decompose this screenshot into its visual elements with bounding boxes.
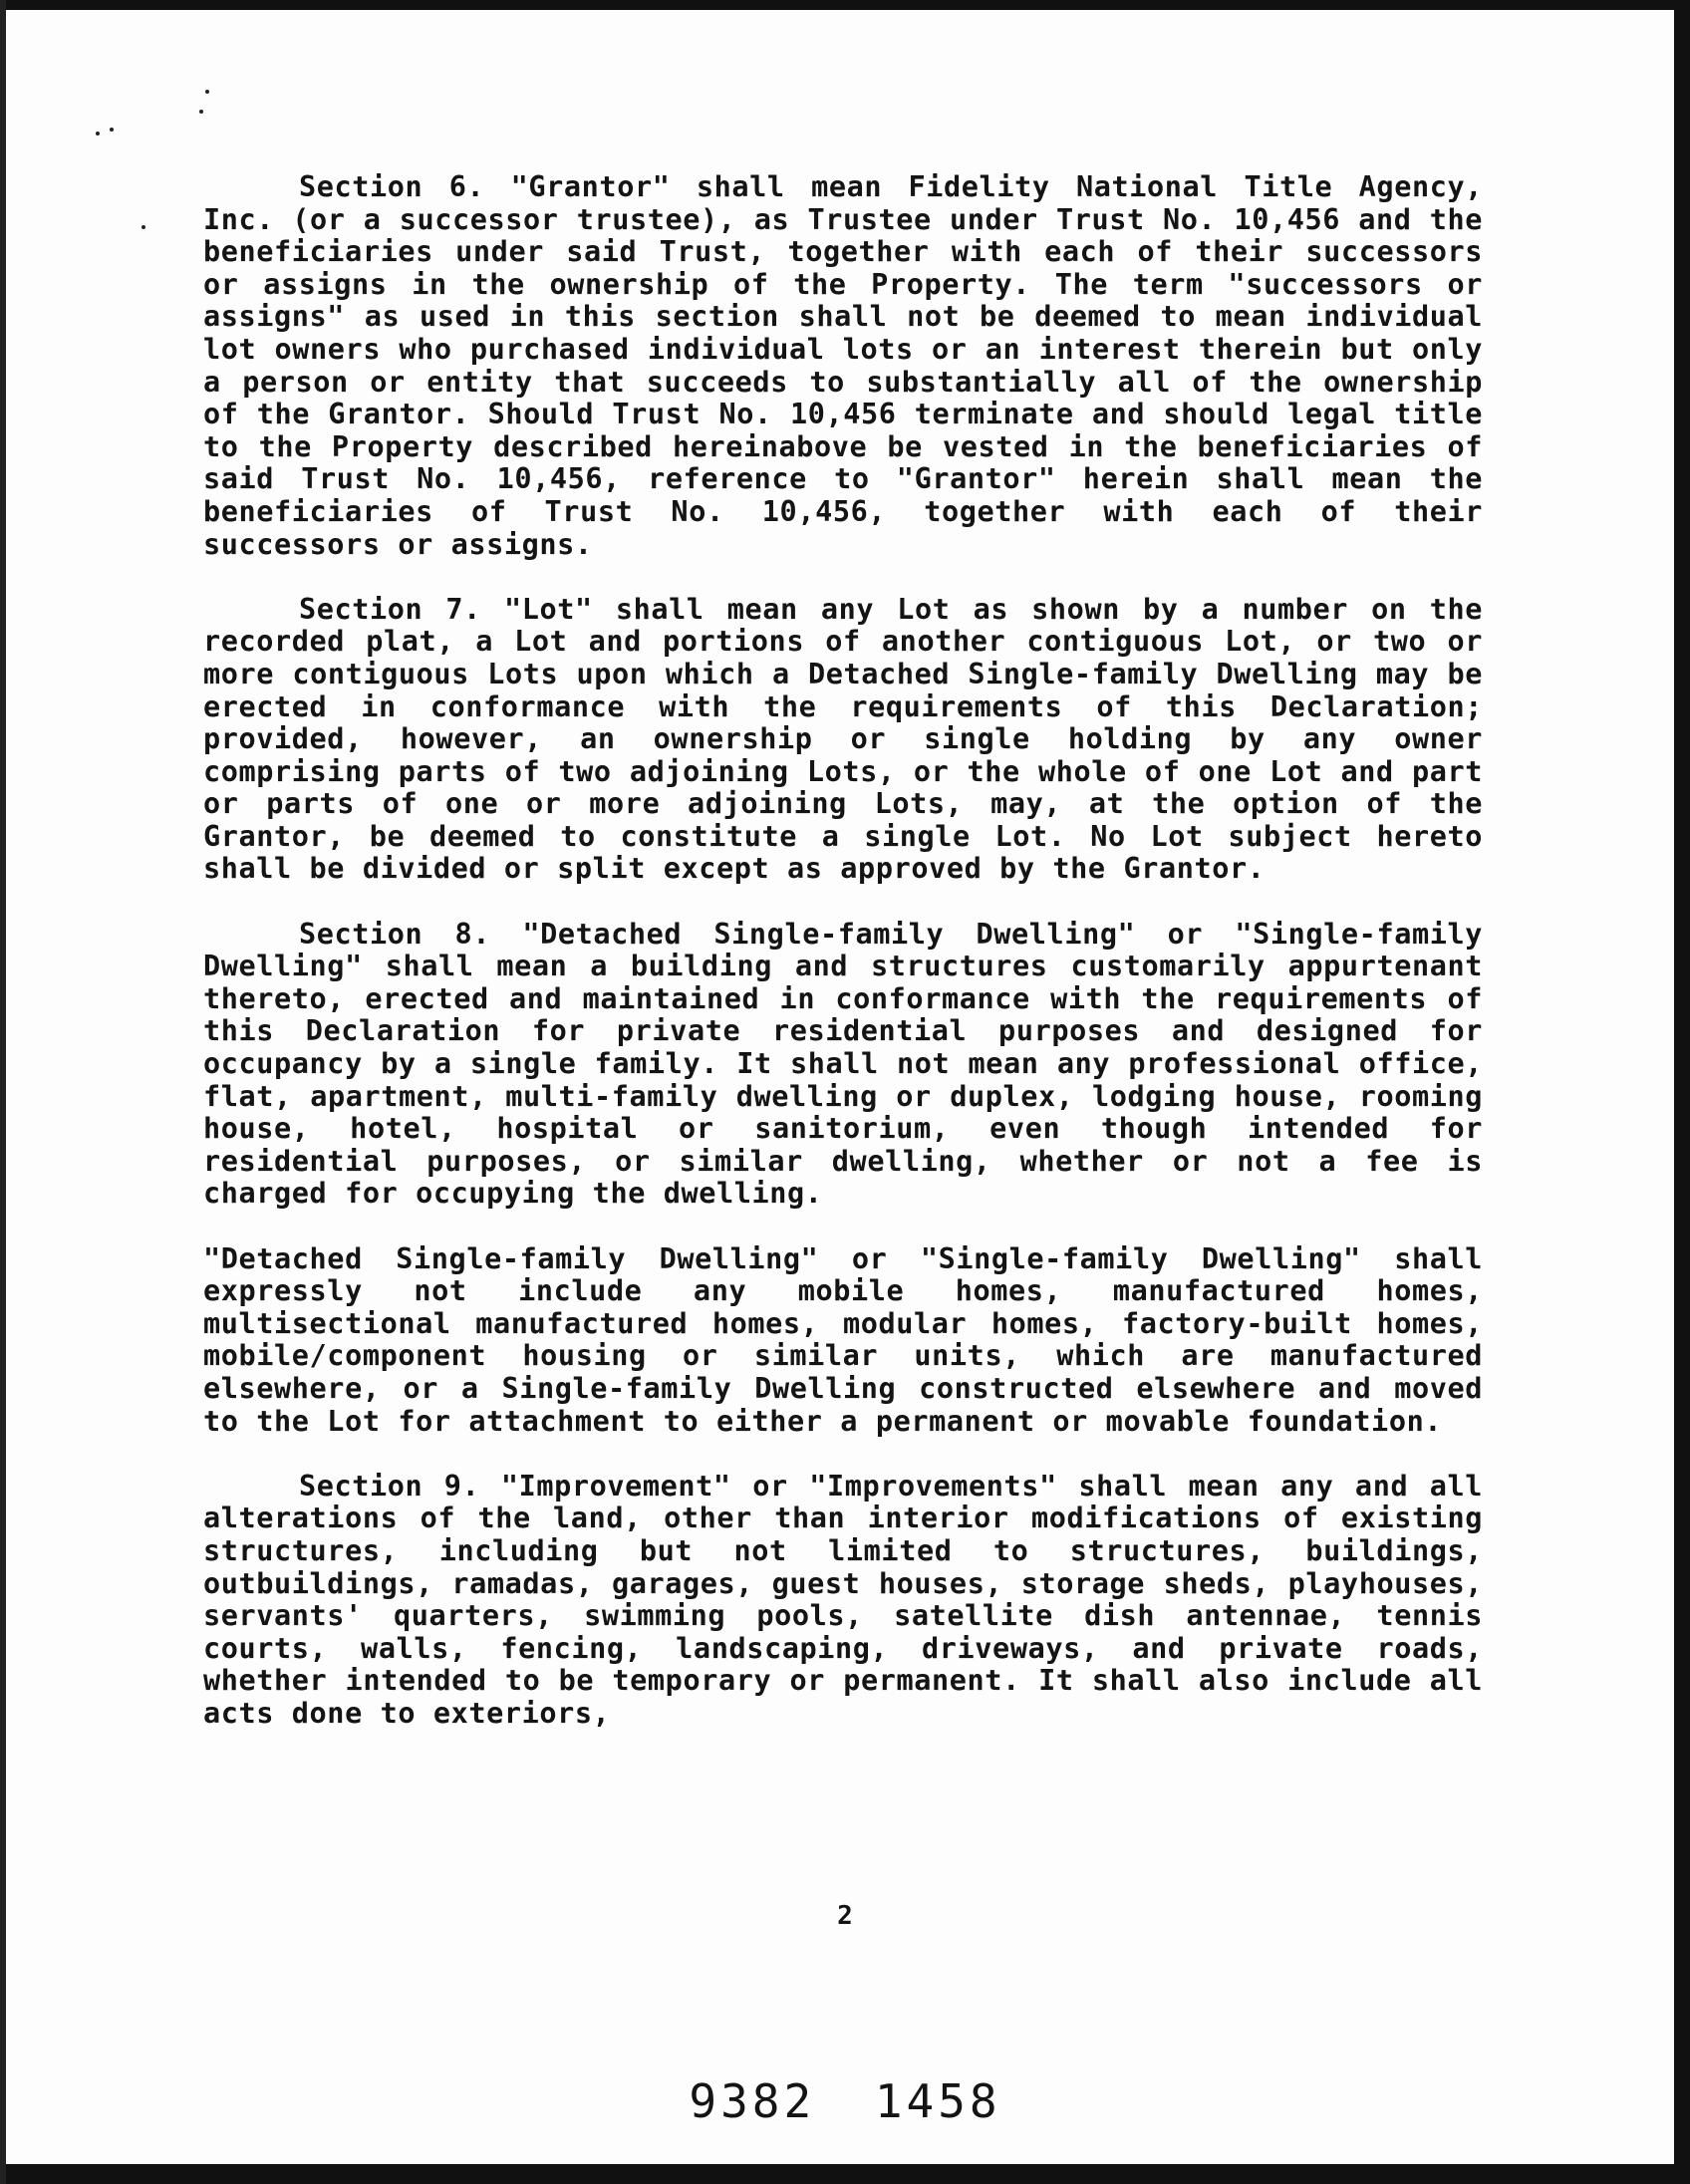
scan-speck [110,128,114,132]
section-6-paragraph: Section 6. "Grantor" shall mean Fidelity National Title Agency, Inc. (or a successor trustee), as Trustee under Trust No. 10,456 and the beneficiaries under said Trust, together with each of their successors or assigns in the ownership of the Property. The term "successors or assigns" as used in this section shall not be deemed to mean individual lot owners who purchased individual lots or an interest therein but only a person or entity that succeeds to substantially all of the ownership of the Grantor. Should Trust No. 10,456 terminate and should legal title to the Property described hereinabove be vested in the beneficiaries of said Trust No. 10,456, reference to "Grantor" herein shall mean the beneficiaries of Trust No. 10,456, together with each of their successors or assigns. [203,170,1483,561]
scan-edge-right [1674,0,1690,2184]
scan-speck [141,225,145,229]
recording-number: 9382 1458 [689,2074,1001,2128]
scan-edge-bottom [0,2164,1690,2184]
section-9-paragraph: Section 9. "Improvement" or "Improvements" shall mean any and all alterations of the land, other than interior modifications of existing structures, including but not limited to structures, buildings, outbuildings, ramadas, garages, guest houses, storage sheds, playhouses, servants' quarters, swimming pools, satellite dish antennae, tennis courts, walls, fencing, landscaping, driveways, and private roads, whether intended to be temporary or permanent. It shall also include all acts done to exteriors, [203,1469,1483,1730]
page-number: 2 [837,1901,853,1931]
scan-speck [96,132,100,136]
section-7-paragraph: Section 7. "Lot" shall mean any Lot as shown by a number on the recorded plat, a Lot and portions of another contiguous Lot, or two or more contiguous Lots upon which a Detached Single-family Dwelling may be erected in conformance with the requirements of this Declaration; provided, however, an ownership or single holding by any owner comprising parts of two adjoining Lots, or the whole of one Lot and part or parts of one or more adjoining Lots, may, at the option of the Grantor, be deemed to constitute a single Lot. No Lot subject hereto shall be divided or split except as approved by the Grantor. [203,592,1483,886]
section-8-paragraph: Section 8. "Detached Single-family Dwelling" or "Single-family Dwelling" shall mean a building and structures customarily appurtenant thereto, erected and maintained in conformance with the requirements of this Declaration for private residential purposes and designed for occupancy by a single family. It shall not mean any professional office, flat, apartment, multi-family dwelling or duplex, lodging house, rooming house, hotel, hospital or sanitorium, even though intended for residential purposes, or similar dwelling, whether or not a fee is charged for occupying the dwelling. [203,917,1483,1211]
document-body [203,171,1483,1763]
scan-speck [205,90,209,94]
section-8-continued-paragraph: "Detached Single-family Dwelling" or "Single-family Dwelling" shall expressly not include any mobile homes, manufactured homes, multisectional manufactured homes, modular homes, factory-built homes, mobile/component housing or similar units, which are manufactured elsewhere, or a Single-family Dwelling constructed elsewhere and moved to the Lot for attachment to either a permanent or movable foundation. [203,1241,1483,1438]
scan-speck [199,110,203,114]
scan-edge-left [0,0,6,2184]
scan-edge-top [0,0,1690,10]
